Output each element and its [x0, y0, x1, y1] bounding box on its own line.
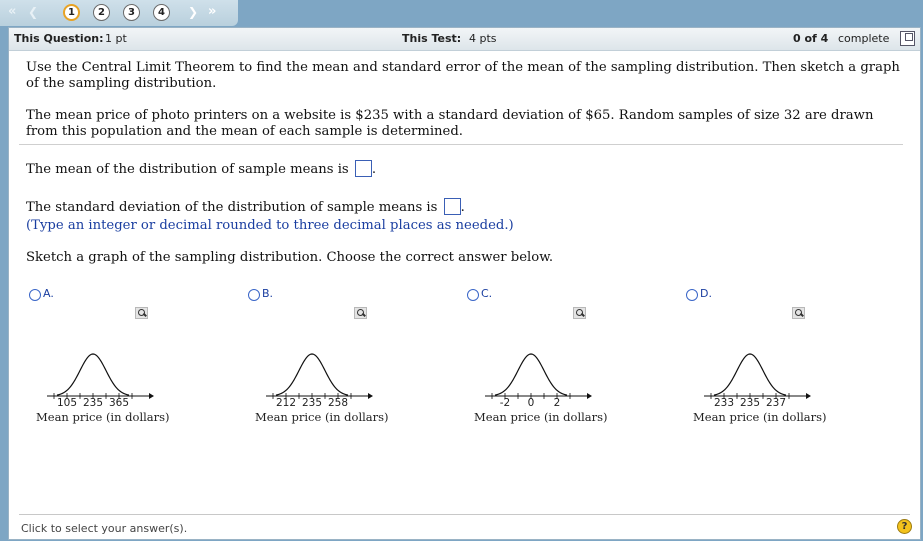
magnify-icon[interactable]: [792, 307, 805, 319]
option-b-radio[interactable]: [248, 289, 260, 301]
tick-label: 235: [301, 397, 323, 409]
option-d-radio[interactable]: [686, 289, 698, 301]
tick-label: 235: [82, 397, 104, 409]
question-panel: [8, 27, 921, 540]
sd-answer-input[interactable]: [444, 198, 461, 215]
axis-arrowhead: [149, 393, 154, 399]
tick-label: 235: [739, 397, 761, 409]
axis-title: Mean price (in dollars): [474, 410, 608, 424]
test-points: 4 pts: [469, 32, 497, 45]
previous-question-icon[interactable]: ❮: [28, 5, 39, 19]
option-c-letter[interactable]: C.: [481, 287, 493, 300]
mean-question: [26, 160, 906, 178]
tick-label: 212: [275, 397, 297, 409]
axis-title: Mean price (in dollars): [36, 410, 170, 424]
status-text: Click to select your answer(s).: [21, 522, 188, 535]
page-button-4[interactable]: 4: [153, 4, 170, 21]
tick-label: 105: [56, 397, 78, 409]
axis-title: Mean price (in dollars): [255, 410, 389, 424]
this-question-label: This Question:: [14, 32, 104, 45]
option-b-letter[interactable]: B.: [262, 287, 274, 300]
mean-prompt: The mean of the distribution of sample means is: [26, 162, 349, 177]
normal-curve: [714, 354, 786, 395]
option-c-graph: [467, 341, 597, 401]
tick-label: 365: [108, 397, 130, 409]
progress-count: 0 of 4: [793, 32, 829, 45]
progress-word: complete: [838, 32, 890, 45]
normal-curve: [495, 354, 567, 395]
next-question-icon[interactable]: ❯: [188, 5, 199, 19]
option-c-radio[interactable]: [467, 289, 479, 301]
tick-label: -2: [499, 397, 511, 409]
option-d-letter[interactable]: D.: [700, 287, 712, 300]
sd-period: .: [460, 200, 465, 215]
sketch-prompt: Sketch a graph of the sampling distribution. Choose the correct answer below.: [26, 250, 554, 265]
tick-label: 233: [713, 397, 735, 409]
option-a-letter[interactable]: A.: [43, 287, 54, 300]
last-question-icon[interactable]: »: [208, 4, 217, 19]
question-navigation: [0, 0, 238, 26]
option-a-graph: [29, 341, 159, 401]
option-d-graph: [686, 341, 816, 401]
tick-label: 0: [527, 397, 535, 409]
page-button-2[interactable]: 2: [93, 4, 110, 21]
status-bar: [19, 514, 910, 541]
first-question-icon[interactable]: «: [8, 4, 17, 19]
tick-label: 237: [765, 397, 787, 409]
normal-curve: [276, 354, 348, 395]
question-header: [9, 28, 920, 51]
axis-arrowhead: [587, 393, 592, 399]
axis-arrowhead: [806, 393, 811, 399]
tick-label: 258: [327, 397, 349, 409]
option-a-radio[interactable]: [29, 289, 41, 301]
divider: [19, 144, 903, 145]
page-button-1[interactable]: 1: [63, 4, 80, 21]
expand-window-icon[interactable]: [900, 31, 915, 46]
magnify-icon[interactable]: [135, 307, 148, 319]
normal-curve: [57, 354, 129, 395]
mean-period: .: [371, 162, 377, 177]
problem-text: The mean price of photo printers on a website is $235 with a standard deviation of $65. Random samples of size 32 are drawn from this population and the mean of each sample is determined.: [26, 108, 874, 139]
page-button-3[interactable]: 3: [123, 4, 140, 21]
rounding-hint: (Type an integer or decimal rounded to three decimal places as needed.): [26, 218, 514, 233]
magnify-icon[interactable]: [354, 307, 367, 319]
tick-label: 2: [553, 397, 561, 409]
mean-answer-input[interactable]: [355, 160, 372, 177]
option-b-graph: [248, 341, 378, 401]
sd-prompt: The standard deviation of the distribution of sample means is: [26, 200, 438, 215]
help-icon[interactable]: ?: [897, 519, 912, 534]
instructions-text: Use the Central Limit Theorem to find the mean and standard error of the mean of the sampling distribution. Then sketch a graph of the sampling distribution.: [26, 60, 900, 91]
axis-arrowhead: [368, 393, 373, 399]
this-test-label: This Test:: [402, 32, 462, 45]
question-points: 1 pt: [105, 32, 127, 45]
axis-title: Mean price (in dollars): [693, 410, 827, 424]
magnify-icon[interactable]: [573, 307, 586, 319]
sd-question: [26, 198, 906, 216]
